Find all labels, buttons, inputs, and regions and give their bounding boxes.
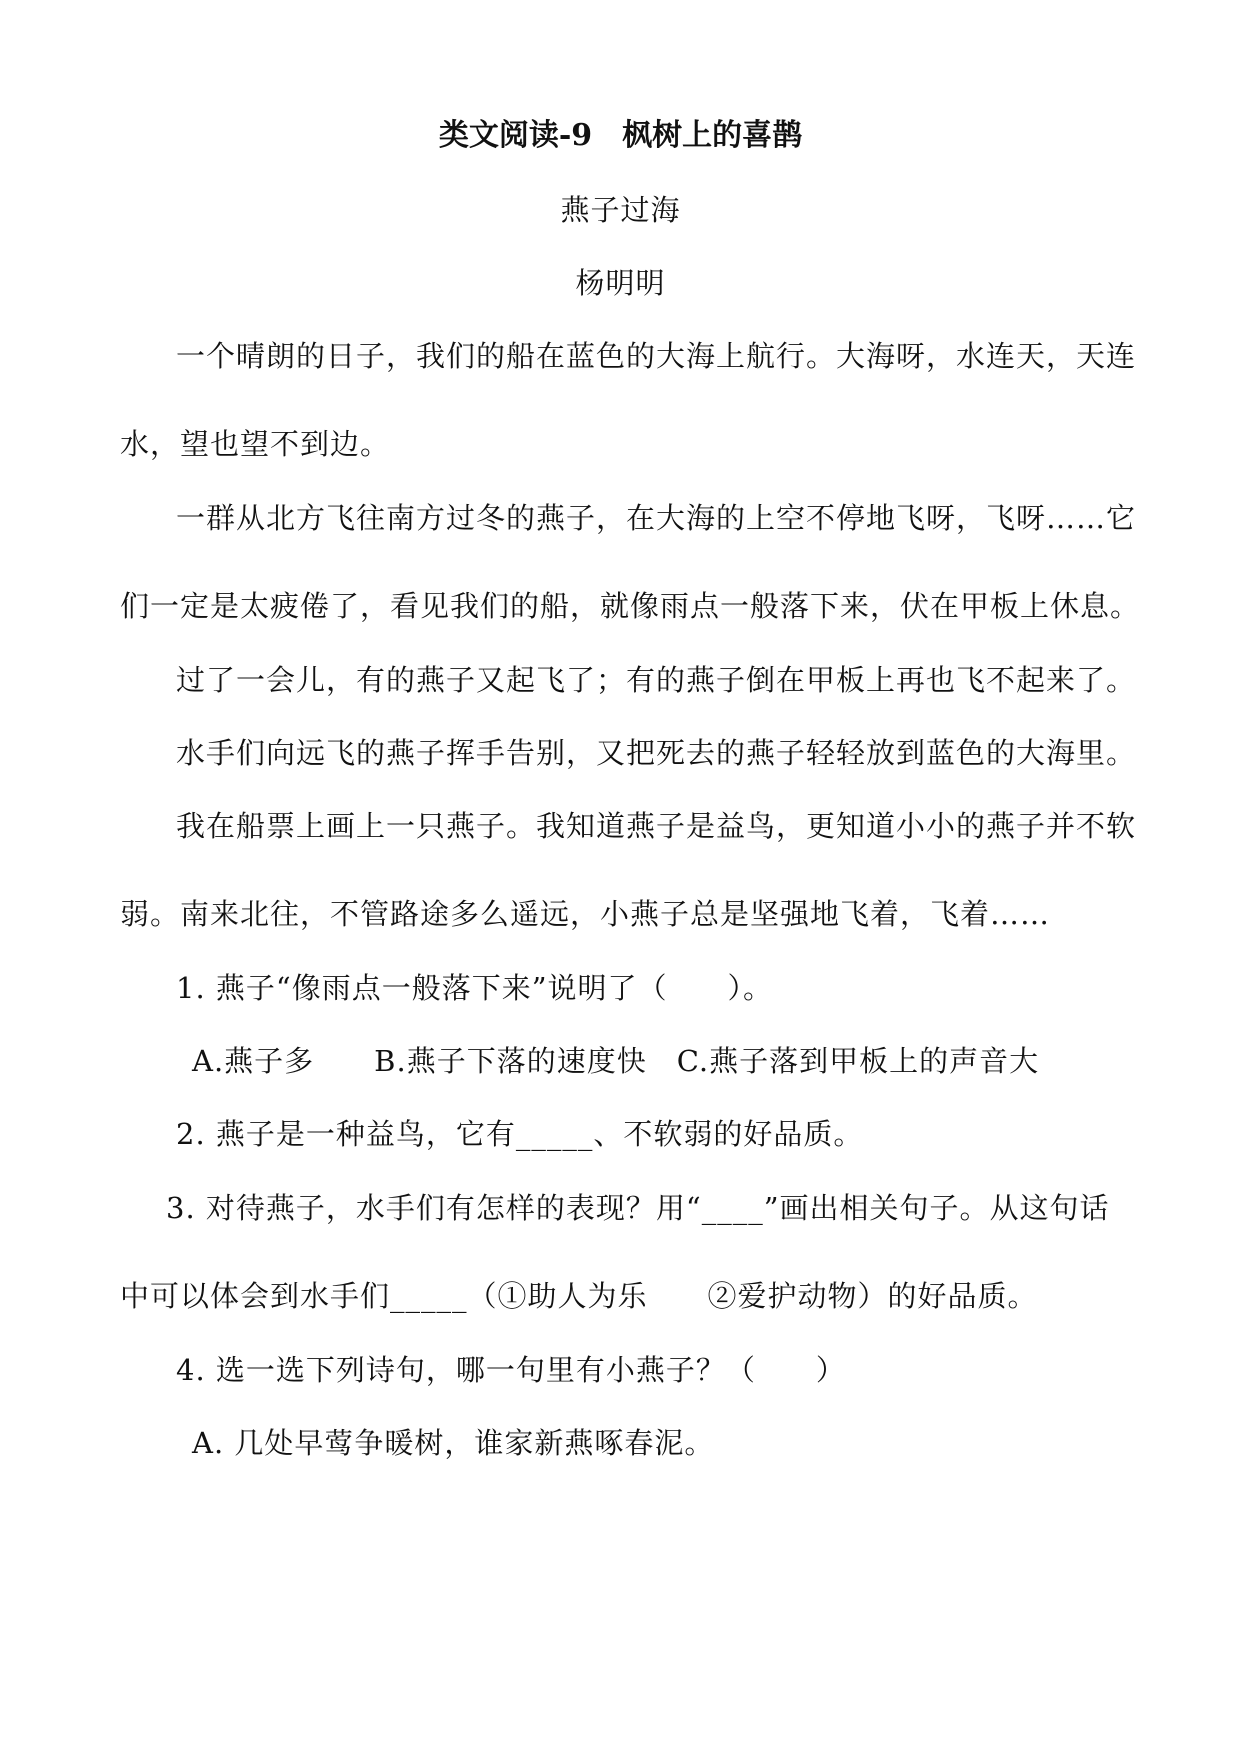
paragraph-2-line-1: 一群从北方飞往南方过冬的燕子，在大海的上空不停地飞呀，飞呀……它 — [176, 501, 1137, 535]
question-3-line-1: 3. 对待燕子，水手们有怎样的表现？用“____”画出相关句子。从这句话 — [166, 1191, 1110, 1225]
article-title: 燕子过海 — [560, 193, 681, 227]
paragraph-2-line-2: 们一定是太疲倦了，看见我们的船，就像雨点一般落下来，伏在甲板上休息。 — [120, 589, 1141, 623]
question-1: 1. 燕子“像雨点一般落下来”说明了（ ）。 — [176, 971, 774, 1005]
paragraph-4: 水手们向远飞的燕子挥手告别，又把死去的燕子轻轻放到蓝色的大海里。 — [176, 736, 1137, 770]
question-4-option-a: A. 几处早莺争暖树，谁家新燕啄春泥。 — [192, 1426, 715, 1460]
paragraph-3: 过了一会儿，有的燕子又起飞了；有的燕子倒在甲板上再也飞不起来了。 — [176, 663, 1137, 697]
article-author: 杨明明 — [575, 266, 666, 300]
question-3-line-2: 中可以体会到水手们_____（①助人为乐 ②爱护动物）的好品质。 — [120, 1279, 1038, 1313]
paragraph-1-line-1: 一个晴朗的日子，我们的船在蓝色的大海上航行。大海呀，水连天，天连 — [176, 339, 1137, 373]
question-4: 4. 选一选下列诗句，哪一句里有小燕子？（ ） — [176, 1353, 846, 1387]
document-title: 类文阅读-9 枫树上的喜鹊 — [438, 118, 803, 153]
paragraph-5-line-1: 我在船票上画上一只燕子。我知道燕子是益鸟，更知道小小的燕子并不软 — [176, 809, 1137, 843]
paragraph-1-line-2: 水，望也望不到边。 — [120, 427, 391, 461]
question-1-options: A.燕子多 B.燕子下落的速度快 C.燕子落到甲板上的声音大 — [192, 1044, 1040, 1078]
question-2: 2. 燕子是一种益鸟，它有_____、不软弱的好品质。 — [176, 1117, 864, 1151]
paragraph-5-line-2: 弱。南来北往，不管路途多么遥远，小燕子总是坚强地飞着，飞着…… — [120, 897, 1051, 931]
